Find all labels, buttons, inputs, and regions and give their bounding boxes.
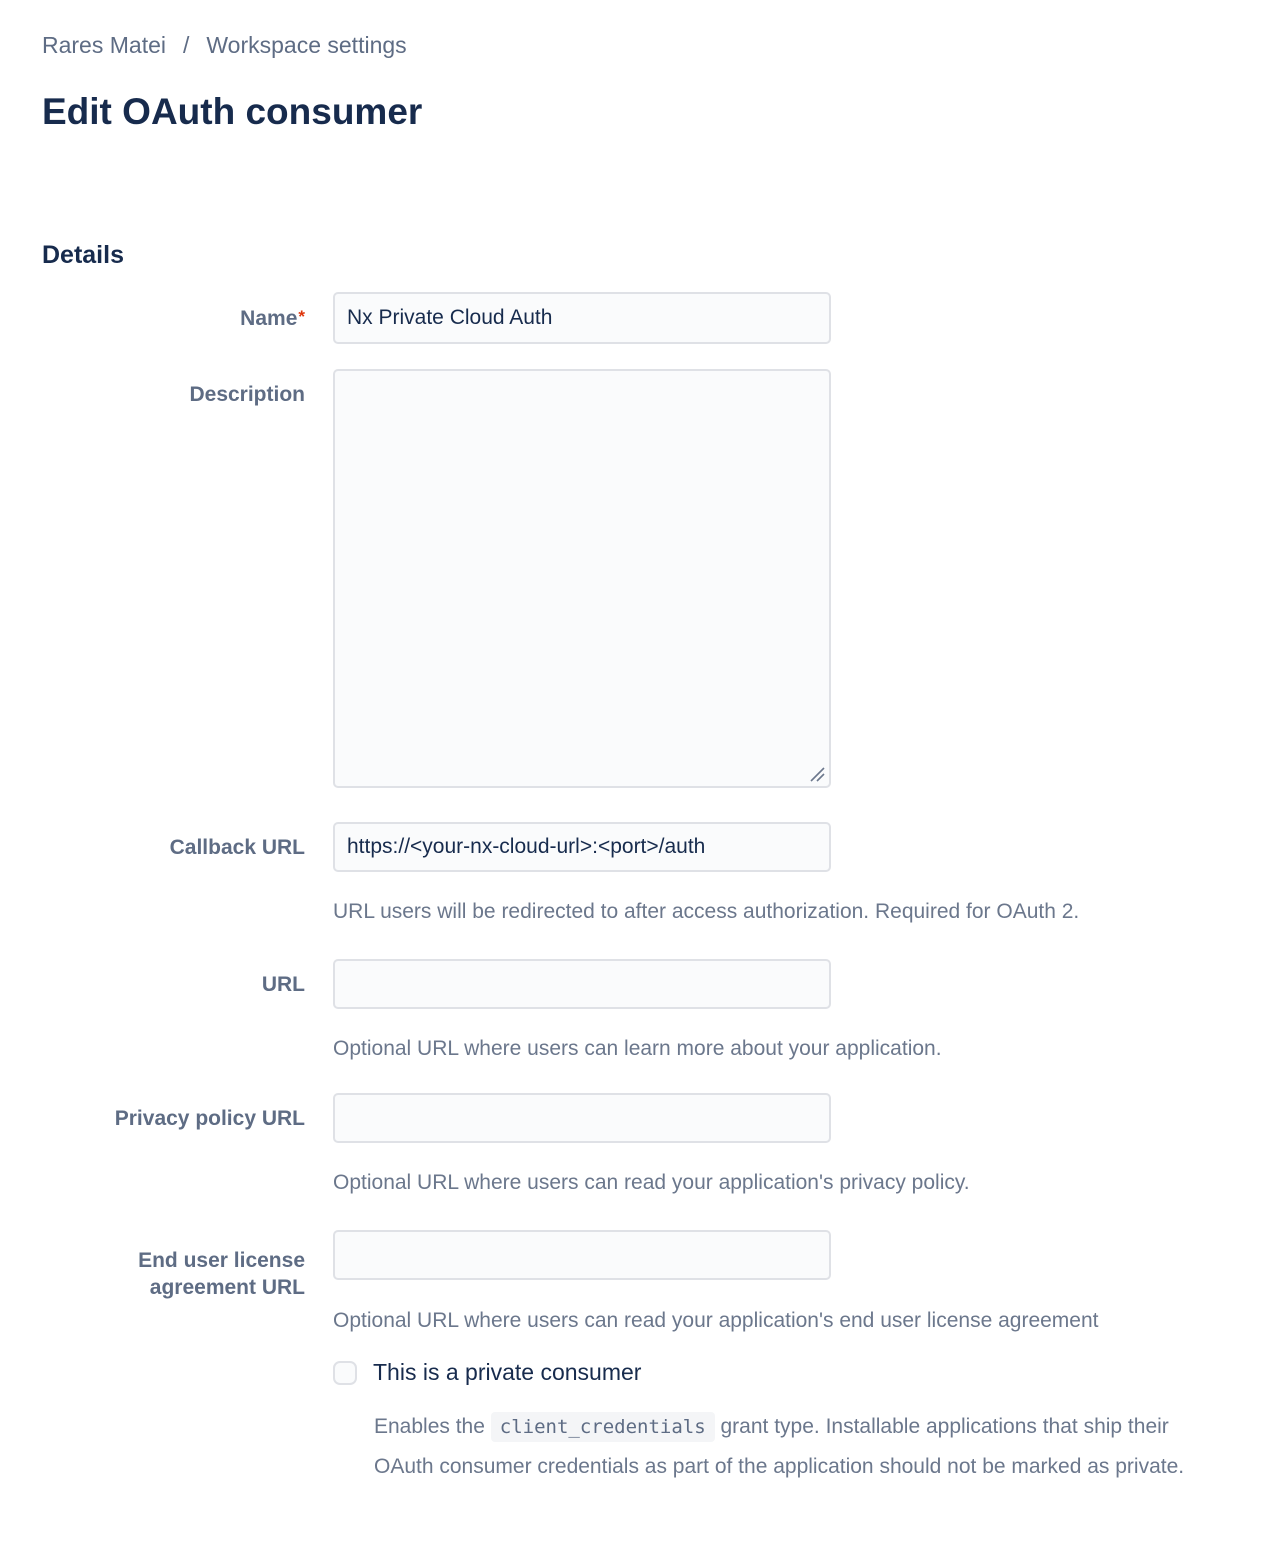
eula-url-label	[42, 1247, 305, 1301]
breadcrumb-workspace-settings-link[interactable]: Workspace settings	[206, 32, 407, 58]
description-label: Description	[189, 383, 305, 406]
private-consumer-checkbox-label[interactable]: This is a private consumer	[373, 1359, 642, 1385]
name-input[interactable]	[333, 292, 831, 344]
eula-url-help-text: Optional URL where users can read your application's end user license agreement	[333, 1309, 1099, 1332]
page-title: Edit OAuth consumer	[42, 91, 423, 132]
name-label-text: Name	[240, 306, 298, 330]
required-asterisk: *	[298, 306, 305, 326]
privacy-policy-url-input[interactable]	[333, 1093, 831, 1143]
description-field-row	[42, 369, 1236, 788]
url-input[interactable]	[333, 959, 831, 1009]
name-label	[42, 305, 305, 332]
breadcrumb-separator: /	[182, 32, 190, 58]
url-field-row	[42, 959, 1236, 1009]
client-credentials-code-chip: client_credentials	[491, 1412, 715, 1442]
url-help-text: Optional URL where users can learn more about your application.	[333, 1037, 942, 1060]
privacy-policy-url-field-row	[42, 1093, 1236, 1143]
private-consumer-help-prefix: Enables the	[374, 1415, 491, 1438]
breadcrumb	[42, 31, 1236, 59]
private-consumer-help-suffix: grant type. Installable applications that ship their OAuth consumer credentials as part of the application should not be marked as private.	[374, 1415, 1185, 1478]
privacy-policy-url-label: Privacy policy URL	[114, 1106, 305, 1130]
private-consumer-help-text	[374, 1407, 1214, 1487]
callback-url-field-row	[42, 822, 1236, 872]
callback-url-label: Callback URL	[169, 835, 305, 859]
details-section-title: Details	[42, 241, 124, 269]
private-consumer-checkbox[interactable]	[333, 1361, 357, 1385]
callback-url-input[interactable]	[333, 822, 831, 872]
private-consumer-row	[333, 1359, 1236, 1386]
name-field-row	[42, 292, 1236, 344]
breadcrumb-workspace-link[interactable]: Rares Matei	[42, 32, 166, 58]
eula-url-label-text: End user license agreement URL	[138, 1249, 305, 1299]
url-label: URL	[261, 972, 305, 996]
oauth-consumer-form	[42, 241, 1236, 1487]
description-textarea[interactable]	[333, 369, 831, 788]
callback-url-help-text: URL users will be redirected to after access authorization. Required for OAuth 2.	[333, 900, 1080, 923]
eula-url-field-row	[42, 1228, 1236, 1299]
eula-url-input[interactable]	[333, 1230, 831, 1280]
privacy-policy-url-help-text: Optional URL where users can read your application's privacy policy.	[333, 1171, 970, 1194]
